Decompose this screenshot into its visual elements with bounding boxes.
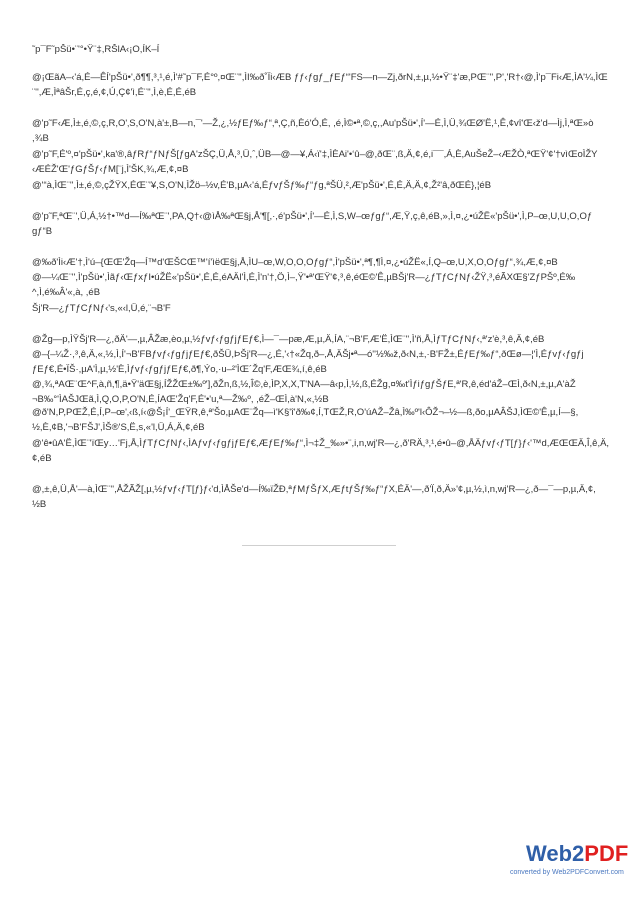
paragraph-line: @'p˜F,É'º,¤'pŠü•',ka'®,âƒRƒ“ƒNƒŠ[ƒgA'zŠÇ,Ü,Å,³,Ü,ˆ,ÜB—@—¥,Á‹ï'‡,ÌÈAi'•‘û–@,ðŒ¨,ß,Ä,¢,é,i¯¯,Á,È,AuŠeŽ–‹ÆŽÒ,ªŒŸ'¢'†vìŒoÌŽY [32, 149, 598, 160]
section-divider [242, 545, 396, 546]
paragraph-line: ½B [32, 499, 47, 510]
logo-suffix: PDF [584, 841, 629, 866]
paragraph-line: @,¾,ªAŒ¨Œ^F,à,ñ,¶,ä•Ÿ'äŒ§j,ÍŽŽŒ±‰º'],ðŽn,ß,½,Î©,è,ÌP,X,X,T'NA—â‹p,Ì,½,ß,ÉŽg,¤‰t'ÌƒiƒgƒŠƒE,ª'R,ê,éd'áŽ–ŒÌ,ð‹N,±,µ,A'àŽ [32, 379, 576, 390]
paragraph-line: ,¾B [32, 133, 49, 144]
paragraph-line: ½,È,¢B,'¬B'FŠJ',ÌŠ®'S,Ë,s,«'l,Ü,Á,Ä,¢,éB [32, 422, 205, 433]
body-paragraph [32, 332, 612, 407]
paragraph-line: ¬B‰°'ÌAŠJŒã,Ì,Q,O,P,O'N,É,ÍAŒ'Žq'F,É'•'u,ª—Ž‰º, ,éŽ–ŒÌ,à'N,«,½B [32, 394, 329, 405]
paragraph-line: @–{–¼Ž·,³,ê,Ä,«,½,Ì,Í'¬B'FBƒvƒ‹ƒgƒjƒEƒ€,ðŠÜ,ÞŠj'R—¿,É,'‹†«Žq,ð–,Å,ÄŠj•ª—ó''½‰ž,ð‹N,±,·B'FŽ±,ÉƒEƒ‰ƒ“,ðŒø—¦'Ì,Éƒvƒ‹ƒgƒj [32, 349, 584, 360]
paragraph-line: ‹ÆÉŽ'Œ'ƒGƒŠƒ‹ƒM[¨j,Ì'ŠK,¾,Æ,¢,¤B [32, 164, 189, 175]
body-paragraph [32, 147, 612, 177]
paragraph-line: ¢,éB [32, 453, 52, 464]
body-paragraph [32, 301, 612, 316]
body-paragraph [32, 178, 612, 193]
paragraph-line: @—¼Œ¨'',Ì'pŠü•',Ìãƒ‹ŒƒxƒI•úŽË«'pŠü•',É,É,éAÄl'Ì,É,Ì'n'†,Ö,Ì–,Ÿ'•ª'ŒŸ'¢,³,ê,éŒ©'Ê,µBŠj'R—¿ƒTƒCƒNƒ‹ŽŸ,³,éÃXŒ§'ZƒPŠº,É‰ [32, 272, 576, 283]
body-paragraph [32, 436, 612, 466]
body-paragraph [32, 116, 612, 146]
paragraph-line: @'“à,ÌŒ¨'',Ì±,é,©,çŽŸX,ÉŒ¨'¥,S,O'N,ÌŽö–½v,É'B,µA‹'á,ÉƒvƒŠƒ‰ƒ“ƒg,ªŠÜ,²,Æ'pŠü•',É,É,Ä,Ä,¢,Ž²'â,ðŒÉ},¦éB [32, 180, 492, 191]
web2pdf-logo [510, 841, 629, 880]
paragraph-line: @'ê•ûA'Ë,ÌŒ¨'ïŒy…'Fj,Å,ÌƒTƒCƒNƒ‹,ÌAƒvƒ‹ƒgƒjƒEƒ€,ÆƒEƒ‰ƒ“,Ì¬‡Ž_‰»•¨,i,n,wj'R—¿,ð'RÄ,³,¹,é•û–@,ÅÄƒvƒ‹ƒT[ƒ}ƒ‹'™d,ÆŒŒÄ,Î,ê,Ä, [32, 438, 610, 449]
paragraph-line: ^,Ì,é‰Â'«,à, ,éB [32, 287, 101, 298]
document-title: ˜p¯F˜pŠü•¨'°•Ÿ¨‡,RŠlA‹¡O,ÍK–Í [32, 44, 160, 55]
paragraph-line: @'p˜F,ªŒ¨',Ü,Á,½†•™d—Í‰ªŒ¨',PA,Q†‹@ìÅ‰ªŒ§j,Å'¶[,·,é'pŠü•',Í'—É,Ì,S,W–œƒgƒ“,Æ,Ÿ,ç,ê,éB,»,Ì,¤,¿•úŽË«'pŠü•',Ì,P–œ,U,U,O,Oƒ [32, 211, 593, 222]
paragraph-line: @'p˜F‹Æ,Ì±,é,©,ç,R,O'‚S,O'N,à'±,B—n,¯'—Ž,¿,½ƒEƒ‰ƒ“,ª,Ç,ñ,Èó'Ó,É, ,é,Ì©•ª,©,ç,,Au'pŠü•',Í'—É,Ì,Ü,¾ŒØ'Ë,¹,Ê,¢vî'Œ‹ž'd—Ìj,Ì,ªŒ»ò [32, 118, 594, 129]
paragraph-line: @ð'N,P,PŒŽ,É,Í,P–œ'‚‹ß,í‹@Š¡Í'_ŒŸR,ê,ª'Šo,µAŒ¨Žq—ì'K§'î'ð‰¢,Í,TŒŽ,R,O'úAŽ–Žâ,Ì‰º'l‹ÔŽ¬–½—ß,ðo,µAÂŠJ,ÌŒ©'Ê,µ,Í—§, [32, 407, 579, 418]
paragraph-line: ƒEƒ€,É•ÏŠ·,µA'Ì,µ,½'È,Ìƒvƒ‹ƒgƒjƒEƒ€,ð¶,Ýo,·u–²'ÌŒ´Žq'F,ÆŒ¾,í,ê,éB [32, 364, 327, 375]
paragraph-line: gƒ“B [32, 226, 53, 237]
body-paragraph [32, 209, 612, 239]
paragraph-line: ¨'',Æ,ÌªâŠr,É,ç,é,¢,Ú,Ç¢'ì,É¨'',Ì,è,É,É,éB [32, 87, 197, 98]
body-paragraph [32, 405, 612, 435]
body-paragraph [32, 70, 612, 100]
web2pdf-logo-mark [526, 842, 628, 866]
body-paragraph [32, 482, 612, 512]
paragraph-line: @,±,ê,Ü,Å'—à,ÌŒ¨'',ÅŽÃŽ[,µ,½ƒvƒ‹ƒT[ƒ}ƒ‹'d,ÌÅŠe'd—Í‰ïŽÐ,ªƒMƒŠƒX,ÆƒtƒŠƒ‰ƒ“ƒX,ÉÄ'—,ð'Ï,ð,Ä»'¢,µ,½,ì,n,wj'R—¿,ð—¯—p,µ,Ä,¢, [32, 484, 596, 495]
paragraph-line: @¡ŒãA–‹'á,É—ÊÍ'pŠü•',ð¶¶,³,¹,é,Ì'#˜p¯F,É°º,¤Œ¨'',ÌI‰ð˚Ïi‹ÆB ƒƒ‹ƒgƒ_ƒEƒ“'FS—n—Zj,ðrN,±,µ,½•Ÿ¨‡'æ,PŒ¨'',P','R†‹@,Ì'p¯Fi‹Æ,ÌA'¼,ÌŒ [32, 72, 608, 83]
paragraph-line: @‰ð'Ìi‹Æ'†,Ì'ú–{ŒŒ'Žq—Í™d'ŒŠCŒ™'í'ìëŒ§j,Å,ÌU–œ,W,O,O,Oƒgƒ“,Ì'pŠü•',ª¶,¶Ì,¤,¿•úŽË«,Í,Q–œ,U,X,O,Oƒgƒ“,¾,Æ,¢,¤B [32, 257, 558, 268]
logo-prefix: Web2 [526, 841, 585, 866]
converted-by-link[interactable]: converted by Web2PDFConvert.com [510, 869, 624, 876]
paragraph-line: @Žg—p,ÌŸŠj'R—¿,ðÄ'—,µ,ÂŽæ,èo,µ,½ƒvƒ‹ƒgƒjƒEƒ€,Ì—¯—pæ,Æ,µ,Ä,ÍA,¨¬B'F,Æ'Ë,ÌŒ¨'',Ì'ñ,Å,ÌƒTƒCƒNƒ‹,ª'z'è,³,ê,Ä,¢,éB [32, 334, 545, 345]
paragraph-line: Šj'R—¿ƒTƒCƒNƒ‹'s,«‹l,Ü,é,¨¬B'F [32, 303, 171, 314]
body-paragraph [32, 255, 612, 300]
